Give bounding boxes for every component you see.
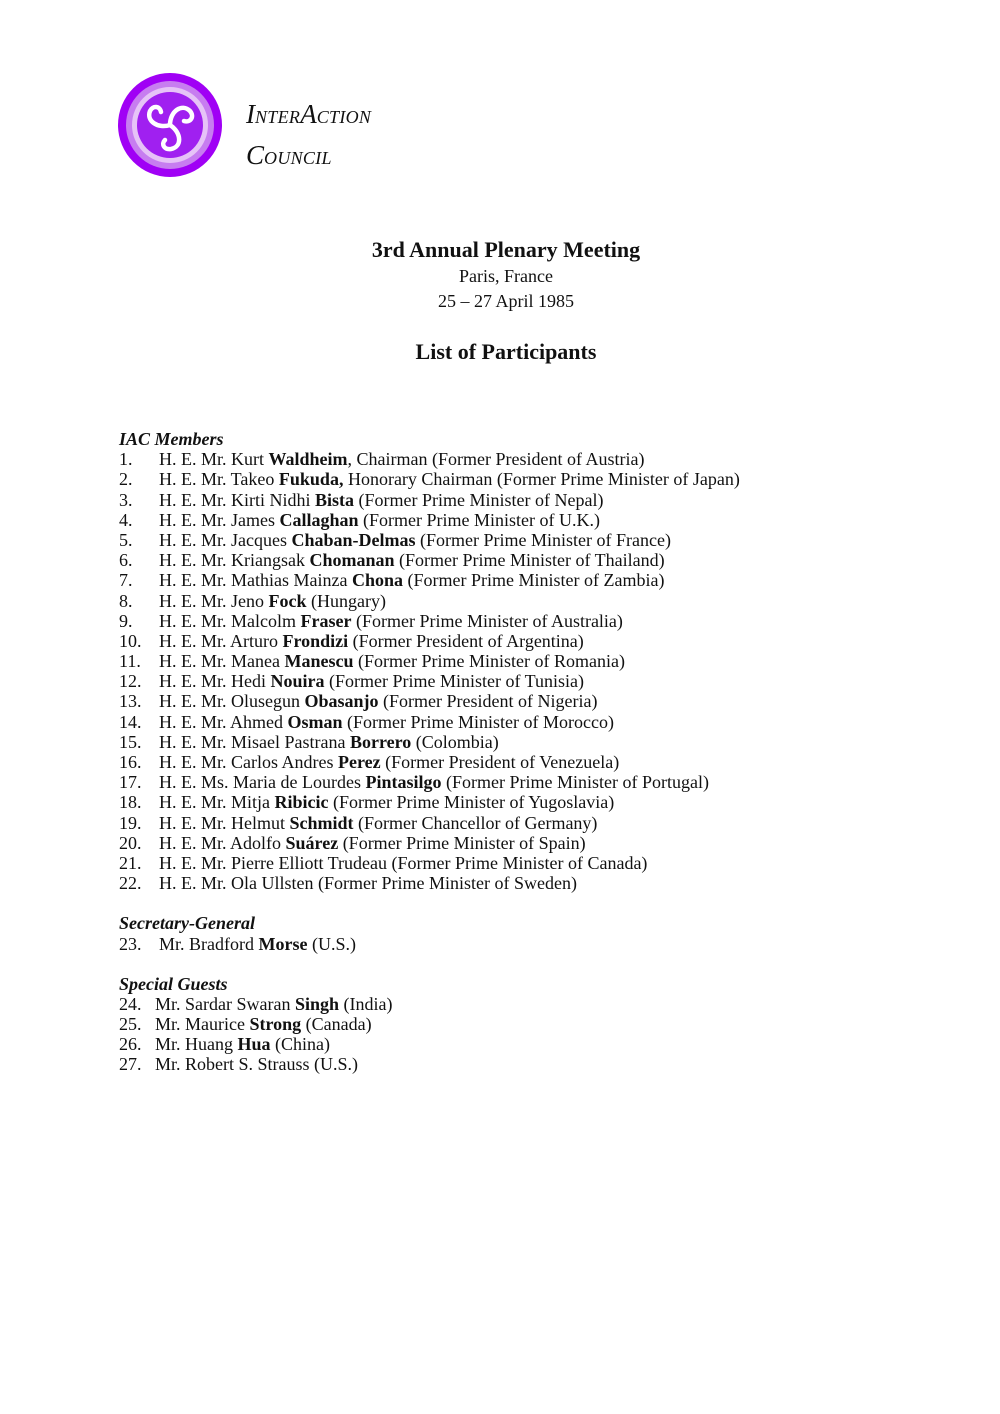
entry-description: (Former Prime Minister of Yugoslavia) xyxy=(328,792,615,813)
participant-entry xyxy=(119,631,979,651)
participant-entry xyxy=(119,1054,979,1074)
entry-text: H. E. Mr. Malcolm xyxy=(159,610,301,631)
entry-number: 7. xyxy=(119,570,133,591)
entry-surname: Ribicic xyxy=(274,792,329,813)
participant-entry xyxy=(119,469,979,489)
meeting-title: 3rd Annual Plenary Meeting xyxy=(371,237,641,262)
entry-description: , Chairman (Former President of Austria) xyxy=(347,449,645,470)
entry-number: 4. xyxy=(119,509,133,530)
entry-surname: Chona xyxy=(351,570,403,591)
entry-surname: Singh xyxy=(294,993,340,1014)
members-list xyxy=(119,449,979,893)
entry-text: H. E. Mr. Hedi xyxy=(159,671,271,692)
list-title: List of Participants xyxy=(415,339,597,364)
section-heading-secretary: Secretary-General xyxy=(119,913,255,934)
participant-entry xyxy=(119,490,979,510)
participant-entry xyxy=(119,510,979,530)
section-heading-guests: Special Guests xyxy=(119,973,228,994)
entry-number: 27. xyxy=(119,1054,142,1075)
entry-number: 19. xyxy=(119,812,142,833)
entry-text: H. E. Mr. Ahmed xyxy=(159,711,288,732)
entry-surname: Manescu xyxy=(284,651,354,672)
entry-number: 13. xyxy=(119,691,142,712)
entry-surname: Fraser xyxy=(300,610,352,631)
entry-text: H. E. Mr. Misael Pastrana xyxy=(159,731,350,752)
entry-number: 2. xyxy=(119,469,133,490)
entry-surname: Strong xyxy=(249,1014,302,1035)
participant-entry xyxy=(119,873,979,893)
entry-description: (India) xyxy=(339,993,393,1014)
participant-entry xyxy=(119,833,979,853)
entry-text: Mr. Robert S. Strauss (U.S.) xyxy=(155,1054,359,1075)
entry-text: H. E. Mr. Mathias Mainza xyxy=(159,570,352,591)
entry-surname: Callaghan xyxy=(279,509,359,530)
entry-surname: Schmidt xyxy=(289,812,354,833)
entry-text: Mr. Huang xyxy=(155,1034,238,1055)
entry-surname: Pintasilgo xyxy=(365,772,442,793)
entry-text: H. E. Mr. Kurt xyxy=(159,449,269,470)
entry-number: 6. xyxy=(119,550,133,571)
organization-name xyxy=(246,96,371,178)
meeting-dates: 25 – 27 April 1985 xyxy=(437,291,574,311)
entry-surname: Nouira xyxy=(270,671,325,692)
entry-text: H. E. Mr. Kriangsak xyxy=(159,550,310,571)
entry-number: 12. xyxy=(119,671,142,692)
entry-number: 14. xyxy=(119,711,142,732)
entry-text: H. E. Mr. Carlos Andres xyxy=(159,752,338,773)
entry-description: (Former Prime Minister of Australia) xyxy=(351,610,623,631)
participant-entry xyxy=(119,994,979,1014)
entry-text: H. E. Mr. Ola Ullsten (Former Prime Minister of Sweden) xyxy=(159,873,577,894)
entry-surname: Borrero xyxy=(349,731,412,752)
participant-entry xyxy=(119,934,979,954)
participant-entry xyxy=(119,651,979,671)
brand-line-council: COUNCIL xyxy=(246,140,332,170)
entry-description: (U.S.) xyxy=(307,933,356,954)
participant-entry xyxy=(119,813,979,833)
entry-text: Mr. Maurice xyxy=(155,1014,250,1035)
entry-description: (Former Prime Minister of Romania) xyxy=(353,651,625,672)
participant-entry xyxy=(119,853,979,873)
entry-description: (Former Prime Minister of U.K.) xyxy=(358,509,600,530)
participant-list xyxy=(119,429,979,1075)
entry-number: 25. xyxy=(119,1014,142,1035)
entry-surname: Perez xyxy=(338,752,381,773)
entry-text: H. E. Mr. Helmut xyxy=(159,812,290,833)
entry-surname: Hua xyxy=(237,1034,271,1055)
participant-entry xyxy=(119,671,979,691)
entry-surname: Frondizi xyxy=(282,630,349,651)
entry-text: H. E. Mr. James xyxy=(159,509,280,530)
entry-surname: Chomanan xyxy=(309,550,395,571)
entry-surname: Waldheim xyxy=(268,449,348,470)
entry-surname: Bista xyxy=(315,489,355,510)
entry-number: 18. xyxy=(119,792,142,813)
entry-description: (Former Prime Minister of Thailand) xyxy=(394,550,665,571)
entry-description: (Former Prime Minister of France) xyxy=(415,529,671,550)
participant-entry xyxy=(119,732,979,752)
entry-number: 22. xyxy=(119,873,142,894)
entry-number: 1. xyxy=(119,449,133,470)
entry-description: (Former Prime Minister of Spain) xyxy=(338,832,586,853)
entry-surname: Suárez xyxy=(285,832,339,853)
entry-number: 10. xyxy=(119,630,142,651)
entry-text: H. E. Mr. Takeo xyxy=(159,469,279,490)
entry-surname: Osman xyxy=(287,711,343,732)
entry-number: 20. xyxy=(119,832,142,853)
entry-text: H. E. Mr. Jeno xyxy=(159,590,269,611)
participant-entry xyxy=(119,449,979,469)
entry-text: H. E. Mr. Jacques xyxy=(159,529,292,550)
secretary-list xyxy=(119,934,979,954)
entry-description: Honorary Chairman (Former Prime Minister of Japan) xyxy=(343,469,740,490)
entry-description: (Former President of Nigeria) xyxy=(378,691,598,712)
section-heading-members: IAC Members xyxy=(119,429,224,449)
interaction-council-logo xyxy=(118,73,222,177)
entry-number: 21. xyxy=(119,852,142,873)
participant-entry xyxy=(119,772,979,792)
participant-entry xyxy=(119,1014,979,1034)
entry-description: (Former Prime Minister of Zambia) xyxy=(403,570,665,591)
guests-list xyxy=(119,994,979,1075)
participant-entry xyxy=(119,570,979,590)
entry-surname: Fock xyxy=(268,590,307,611)
entry-number: 3. xyxy=(119,489,133,510)
entry-number: 11. xyxy=(119,651,141,672)
entry-number: 8. xyxy=(119,590,133,611)
entry-description: (Former Prime Minister of Morocco) xyxy=(342,711,614,732)
entry-number: 9. xyxy=(119,610,133,631)
participant-entry xyxy=(119,591,979,611)
entry-description: (Former Prime Minister of Nepal) xyxy=(354,489,604,510)
entry-text: H. E. Mr. Mitja xyxy=(159,792,275,813)
entry-text: H. E. Mr. Adolfo xyxy=(159,832,286,853)
entry-description: (Hungary) xyxy=(306,590,386,611)
entry-number: 15. xyxy=(119,731,142,752)
entry-description: (Former President of Argentina) xyxy=(348,630,584,651)
entry-text: H. E. Mr. Kirti Nidhi xyxy=(159,489,315,510)
meeting-place: Paris, France xyxy=(459,266,553,286)
participant-entry xyxy=(119,530,979,550)
entry-surname: Chaban-Delmas xyxy=(291,529,416,550)
participant-entry xyxy=(119,792,979,812)
entry-number: 5. xyxy=(119,529,133,550)
entry-description: (China) xyxy=(270,1034,330,1055)
entry-number: 23. xyxy=(119,933,142,954)
entry-text: H. E. Ms. Maria de Lourdes xyxy=(159,772,366,793)
entry-surname: Fukuda, xyxy=(278,469,344,490)
entry-description: (Former President of Venezuela) xyxy=(380,752,620,773)
entry-description: (Former Prime Minister of Portugal) xyxy=(441,772,709,793)
entry-description: (Canada) xyxy=(301,1014,372,1035)
participant-entry xyxy=(119,611,979,631)
participant-entry xyxy=(119,712,979,732)
entry-number: 26. xyxy=(119,1034,142,1055)
entry-number: 24. xyxy=(119,993,142,1014)
participant-entry xyxy=(119,691,979,711)
brand-line-interaction: INTERACTION xyxy=(246,99,372,129)
entry-text: H. E. Mr. Pierre Elliott Trudeau (Former Prime Minister of Canada) xyxy=(159,852,648,873)
entry-text: Mr. Sardar Swaran xyxy=(155,993,295,1014)
entry-text: Mr. Bradford xyxy=(159,933,259,954)
entry-text: H. E. Mr. Arturo xyxy=(159,630,283,651)
entry-text: H. E. Mr. Manea xyxy=(159,651,285,672)
participant-entry xyxy=(119,550,979,570)
entry-number: 17. xyxy=(119,772,142,793)
entry-description: (Colombia) xyxy=(411,731,499,752)
entry-description: (Former Prime Minister of Tunisia) xyxy=(324,671,584,692)
entry-description: (Former Chancellor of Germany) xyxy=(353,812,598,833)
entry-text: H. E. Mr. Olusegun xyxy=(159,691,305,712)
participant-entry xyxy=(119,752,979,772)
entry-surname: Obasanjo xyxy=(304,691,379,712)
entry-surname: Morse xyxy=(258,933,308,954)
participant-entry xyxy=(119,1034,979,1054)
entry-number: 16. xyxy=(119,752,142,773)
